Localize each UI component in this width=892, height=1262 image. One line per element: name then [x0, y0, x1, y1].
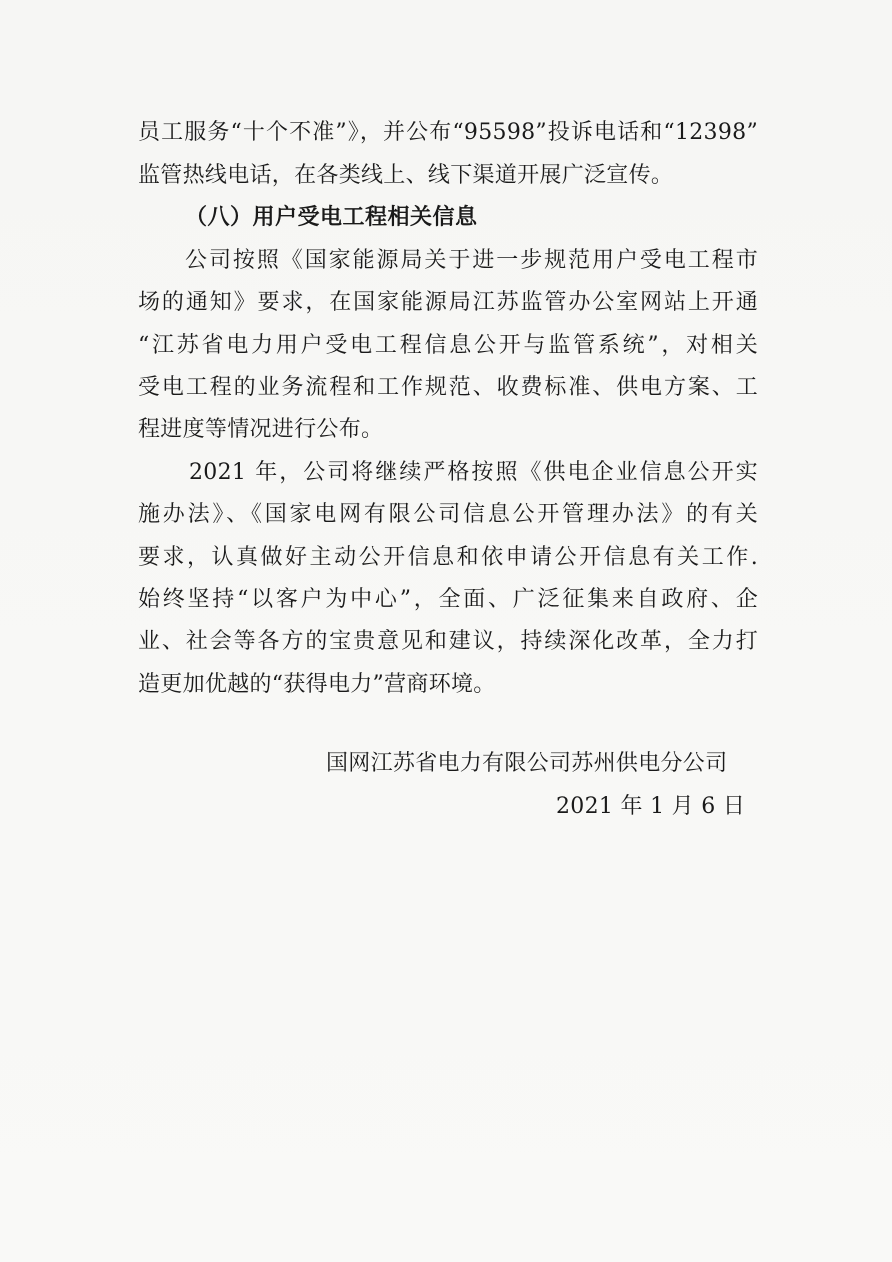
paragraph-line: 业、社会等各方的宝贵意见和建议，持续深化改革，全力打	[138, 629, 758, 654]
paragraph-line: 造更加优越的“获得电力”营商环境。	[138, 672, 496, 697]
paragraph-line: 公司按照《国家能源局关于进一步规范用户受电工程市	[185, 248, 758, 273]
paragraph-line: 程进度等情况进行公布。	[138, 417, 384, 442]
paragraph-line: 场的通知》要求，在国家能源局江苏监管办公室网站上开通	[138, 290, 758, 315]
paragraph-line: 受电工程的业务流程和工作规范、收费标准、供电方案、工	[138, 375, 758, 400]
section-heading: （八）用户受电工程相关信息	[185, 205, 478, 230]
signature-organization: 国网江苏省电力有限公司苏州供电分公司	[326, 751, 728, 776]
paragraph-line: 要求，认真做好主动公开信息和依申请公开信息有关工作.	[138, 545, 758, 570]
paragraph-line: 监管热线电话，在各类线上、线下渠道开展广泛宣传。	[138, 163, 674, 188]
paragraph-line: 2021 年，公司将继续严格按照《供电企业信息公开实	[189, 460, 758, 485]
paragraph-line: 始终坚持“以客户为中心”，全面、广泛征集来自政府、企	[138, 587, 758, 612]
paragraph-line: “江苏省电力用户受电工程信息公开与监管系统”，对相关	[138, 333, 758, 358]
signature-date: 2021 年 1 月 6 日	[556, 794, 746, 819]
paragraph-line: 施办法》、《国家电网有限公司信息公开管理办法》的有关	[138, 502, 758, 527]
paragraph-line: 员工服务“十个不准”》，并公布“95598”投诉电话和“12398”	[138, 120, 758, 145]
